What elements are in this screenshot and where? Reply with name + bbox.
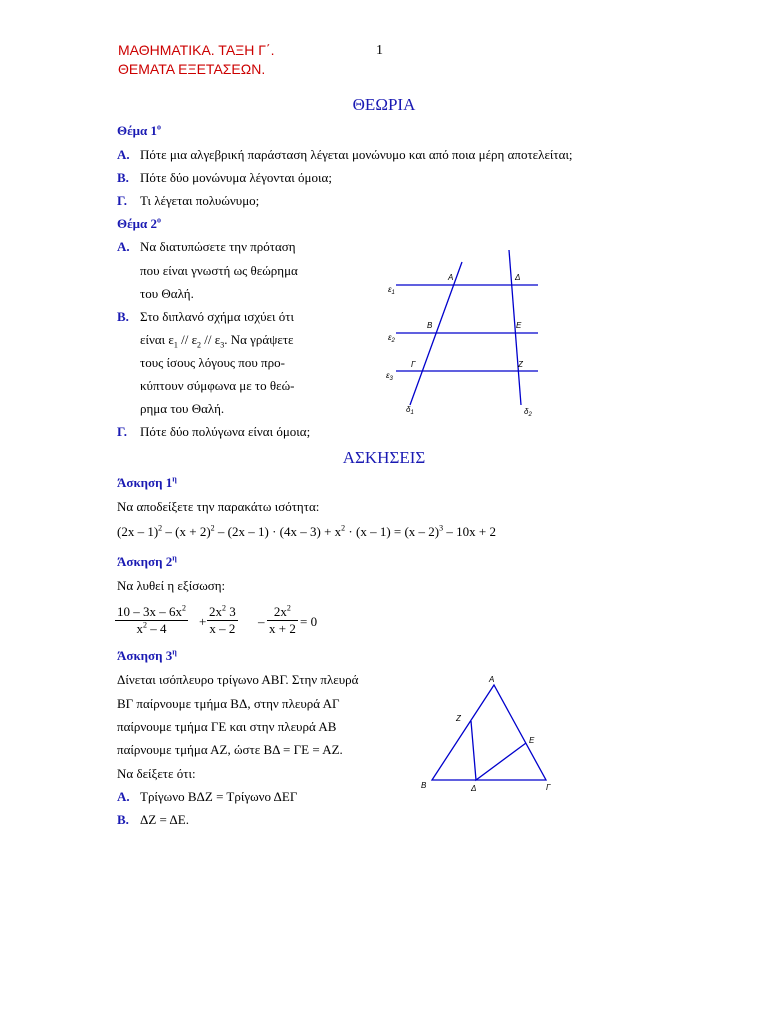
segments-zde: [471, 721, 526, 780]
topic2-item-a-line2: που είναι γνωστή ως θεώρημα: [140, 263, 298, 278]
ex2-prompt: Να λυθεί η εξίσωση:: [117, 578, 226, 593]
point-g-label: Γ: [411, 360, 416, 369]
point-e-label: E: [516, 321, 522, 330]
topic2-item-a: Α. Να διατυπώσετε την πρόταση: [117, 239, 296, 254]
topic2-item-b-line2: είναι $\varepsilon_1 // \varepsilon_2 // \varepsilon_3$. Να γράψετε: [140, 332, 294, 350]
ex2-heading: Άσκηση $2^\eta$: [117, 553, 177, 569]
topic1-item-a: Α. Πότε μια αλγεβρική παράσταση λέγεται μονώνυμο και από ποια μέρη αποτελείται;: [117, 147, 573, 162]
ex3-item-a: Α. Τρίγωνο ΒΔΖ = Τρίγωνο ΔΕΓ: [117, 789, 298, 804]
topic2-heading: Θέμα $2^o$: [117, 215, 162, 231]
triangle-abg: [432, 685, 546, 780]
point-a-label: A: [448, 273, 454, 282]
ex3-line-1: Δίνεται ισόπλευρο τρίγωνο ΑΒΓ. Στην πλευρά: [117, 672, 359, 687]
point-d-label: Δ: [515, 273, 521, 282]
point-d-label: Δ: [471, 784, 477, 793]
ex3-line-3: παίρνουμε τμήμα ΓΕ και στην πλευρά ΑΒ: [117, 719, 337, 734]
ex3-item-b: Β. ΔΖ = ΔΕ.: [117, 812, 189, 827]
ex1-equation: $(2x - 1)^2 - (x + 2)^2 - (2x - 1) \cdot (4x - 3) + x^2 \cdot (x - 1) = (x - 2)^3 - 10x + 2$: [117, 523, 496, 539]
ex1-prompt: Να αποδείξετε την παρακάτω ισότητα:: [117, 499, 320, 514]
theory-title: ΘΕΩΡΙΑ: [352, 95, 416, 114]
topic2-item-a-line3: του Θαλή.: [140, 286, 194, 301]
line-e2-label: $\varepsilon_2$: [388, 333, 395, 344]
point-a-label: A: [489, 675, 495, 684]
topic2-item-c: Γ. Πότε δύο πολύγωνα είναι όμοια;: [117, 424, 311, 439]
topic1-item-b: Β. Πότε δύο μονώνυμα λέγονται όμοια;: [117, 170, 332, 185]
topic1-item-c: Γ. Τι λέγεται πολυώνυμο;: [117, 193, 260, 208]
header-subtitle: ΘΕΜΑΤΑ ΕΞΕΤΑΣΕΩΝ.: [118, 61, 266, 77]
ex2-rhs: = 0: [300, 614, 318, 629]
ex1-heading: Άσκηση $1^\eta$: [117, 474, 177, 490]
point-e-label: E: [529, 736, 535, 745]
topic2-item-b-line4: κύπτουν σύμφωνα με το θεώ-: [140, 378, 295, 393]
ex3-line-4: παίρνουμε τμήμα ΑΖ, ώστε ΒΔ = ΓΕ = ΑΖ.: [117, 742, 343, 757]
triangle-figure: [415, 670, 565, 800]
thales-figure: [380, 240, 550, 425]
point-z-label: Z: [518, 360, 523, 369]
ex2-fraction-2: $\frac{2x^2 3}{x - 2}$: [209, 603, 236, 636]
ex2-minus-operator: –: [258, 614, 265, 629]
point-g-label: Γ: [546, 783, 551, 792]
line-d2-label: $\delta_2$: [524, 407, 532, 418]
exercises-title: ΑΣΚΗΣΕΙΣ: [342, 448, 426, 467]
point-b-label: B: [421, 781, 427, 790]
topic2-item-b-line3: τους ίσους λόγους που προ-: [140, 355, 285, 370]
line-d1-label: $\delta_1$: [406, 405, 414, 416]
line-e1-label: $\varepsilon_1$: [388, 285, 395, 296]
topic2-item-b: Β. Στο διπλανό σχήμα ισχύει ότι: [117, 309, 294, 324]
page-number: 1: [376, 43, 383, 58]
ex3-heading: Άσκηση $3^\eta$: [117, 647, 177, 663]
topic1-heading: Θέμα $1^o$: [117, 122, 162, 138]
topic2-item-b-line5: ρημα του Θαλή.: [140, 401, 225, 416]
line-e3-label: $\varepsilon_3$: [386, 371, 393, 382]
ex2-fraction-3: $\frac{2x^2}{x + 2}$: [269, 603, 296, 636]
ex2-plus-operator: +: [199, 614, 207, 629]
point-b-label: B: [427, 321, 433, 330]
ex3-line-5: Να δείξετε ότι:: [117, 766, 196, 781]
ex2-fraction-1: $\frac{10 - 3x - 6x^2}{x^2 - 4}$: [117, 603, 186, 636]
header-title: ΜΑΘΗΜΑΤΙΚΑ. ΤΑΞΗ Γ΄.: [118, 42, 275, 58]
point-z-label: Z: [456, 714, 461, 723]
ex3-line-2: ΒΓ παίρνουμε τμήμα ΒΔ, στην πλευρά ΑΓ: [117, 696, 340, 711]
